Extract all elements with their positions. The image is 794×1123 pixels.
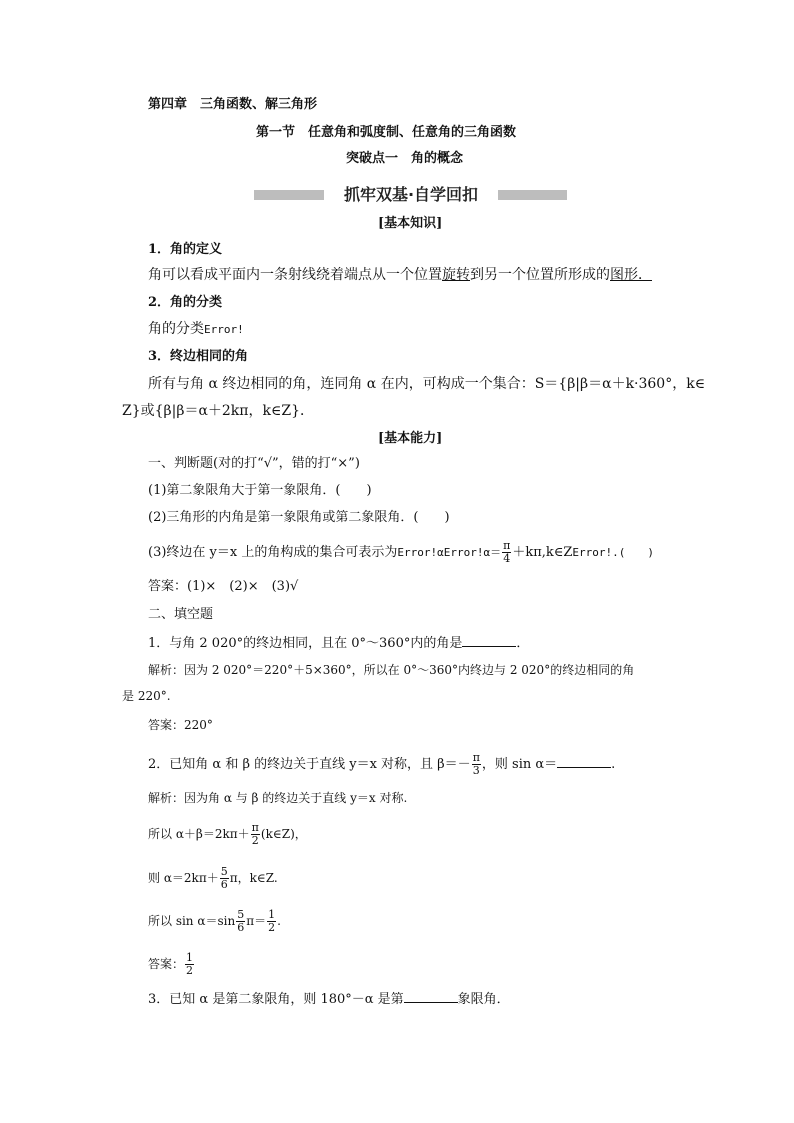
banner-title: 抓牢双基·自学回扣 <box>343 185 479 204</box>
fraction-5-over-6: $\frac{5}{6}$ <box>220 865 228 891</box>
section-banner <box>254 184 567 206</box>
fraction-pi-over-4: $\frac{\pi}{4}$ <box>503 539 511 565</box>
fraction-pi-over-2: $\frac{\pi}{2}$ <box>251 821 259 847</box>
fill-q3: 3．已知 α 是第二象限角，则 180°－α 是第 象限角． <box>148 992 510 1007</box>
answer-blank <box>462 634 516 647</box>
fraction-5-over-6: $\frac{5}{6}$ <box>237 908 245 934</box>
judgement-q1: (1)第二象限角大于第一象限角．( ) <box>148 483 372 498</box>
judgement-q2: (2)三角形的内角是第一象限角或第二象限角．( ) <box>148 510 450 525</box>
fill-q2-step2: 则 α＝2kπ＋ $\frac{5}{6}$ π，k∈Z. <box>148 865 278 891</box>
knowledge-item-3-title: 3．终边相同的角 <box>148 349 249 364</box>
fill-section-title: 二、填空题 <box>148 607 214 622</box>
fill-q2-step3: 所以 sin α＝sin $\frac{5}{6}$ π＝ $\frac{1}{2}$ . <box>148 908 281 934</box>
answer-blank <box>404 990 458 1003</box>
fill-q2: 2．已知角 α 和 β 的终边关于直线 y＝x 对称，且 β＝－ $\frac{\pi}{3}$ ，则 sin α＝ . <box>148 751 616 777</box>
basic-knowledge-heading: [基本知识] <box>378 216 443 231</box>
banner-bar-left <box>254 190 324 200</box>
knowledge-item-2-title: 2．角的分类 <box>148 295 223 310</box>
knowledge-item-3-text-cont: Z}或{β|β＝α＋2kπ，k∈Z}． <box>122 403 314 419</box>
banner-bar-right <box>498 190 567 200</box>
knowledge-item-2-text: 角的分类Error! <box>148 321 244 337</box>
judgement-answer: 答案：(1)× (2)× (3)√ <box>148 579 299 594</box>
fill-q1: 1．与角 2 020°的终边相同，且在 0°～360°内的角是 ． <box>148 636 530 651</box>
judgement-q3: (3)终边在 y＝x 上的角构成的集合可表示为Error!αError!α＝ $\frac{\pi}{4}$ ＋kπ,k∈ZError!.( ) <box>148 539 655 565</box>
section-title: 第一节 任意角和弧度制、任意角的三角函数 <box>256 125 517 140</box>
judgement-section-title: 一、判断题(对的打“√”，错的打“×”) <box>148 456 360 471</box>
knowledge-item-1-text: 角可以看成平面内一条射线绕着端点从一个位置旋转到另一个位置所形成的图形． <box>148 267 652 283</box>
fill-q1-solution: 解析：因为 2 020°＝220°＋5×360°，所以在 0°～360°内终边与 2 020°的终边相同的角 <box>148 663 635 677</box>
fill-q1-answer: 答案：220° <box>148 718 213 732</box>
basic-ability-heading: [基本能力] <box>378 431 443 446</box>
fraction-1-over-2: $\frac{1}{2}$ <box>186 951 194 977</box>
chapter-title: 第四章 三角函数、解三角形 <box>148 97 318 112</box>
fill-q1-solution-cont: 是 220°. <box>122 689 171 703</box>
knowledge-item-3-text: 所有与角 α 终边相同的角，连同角 α 在内，可构成一个集合：S＝{β|β＝α＋k·360°，k∈ <box>148 376 706 392</box>
fraction-1-over-2: $\frac{1}{2}$ <box>268 908 276 934</box>
fraction-pi-over-3: $\frac{\pi}{3}$ <box>472 751 480 777</box>
fill-q2-solution: 解析：因为角 α 与 β 的终边关于直线 y＝x 对称. <box>148 791 408 805</box>
fill-q2-answer: 答案： $\frac{1}{2}$ <box>148 951 194 977</box>
answer-blank <box>557 755 611 768</box>
fill-q2-step1: 所以 α＋β＝2kπ＋ $\frac{\pi}{2}$ (k∈Z)， <box>148 821 307 847</box>
point-title: 突破点一 角的概念 <box>346 151 464 166</box>
knowledge-item-1-title: 1．角的定义 <box>148 242 223 257</box>
